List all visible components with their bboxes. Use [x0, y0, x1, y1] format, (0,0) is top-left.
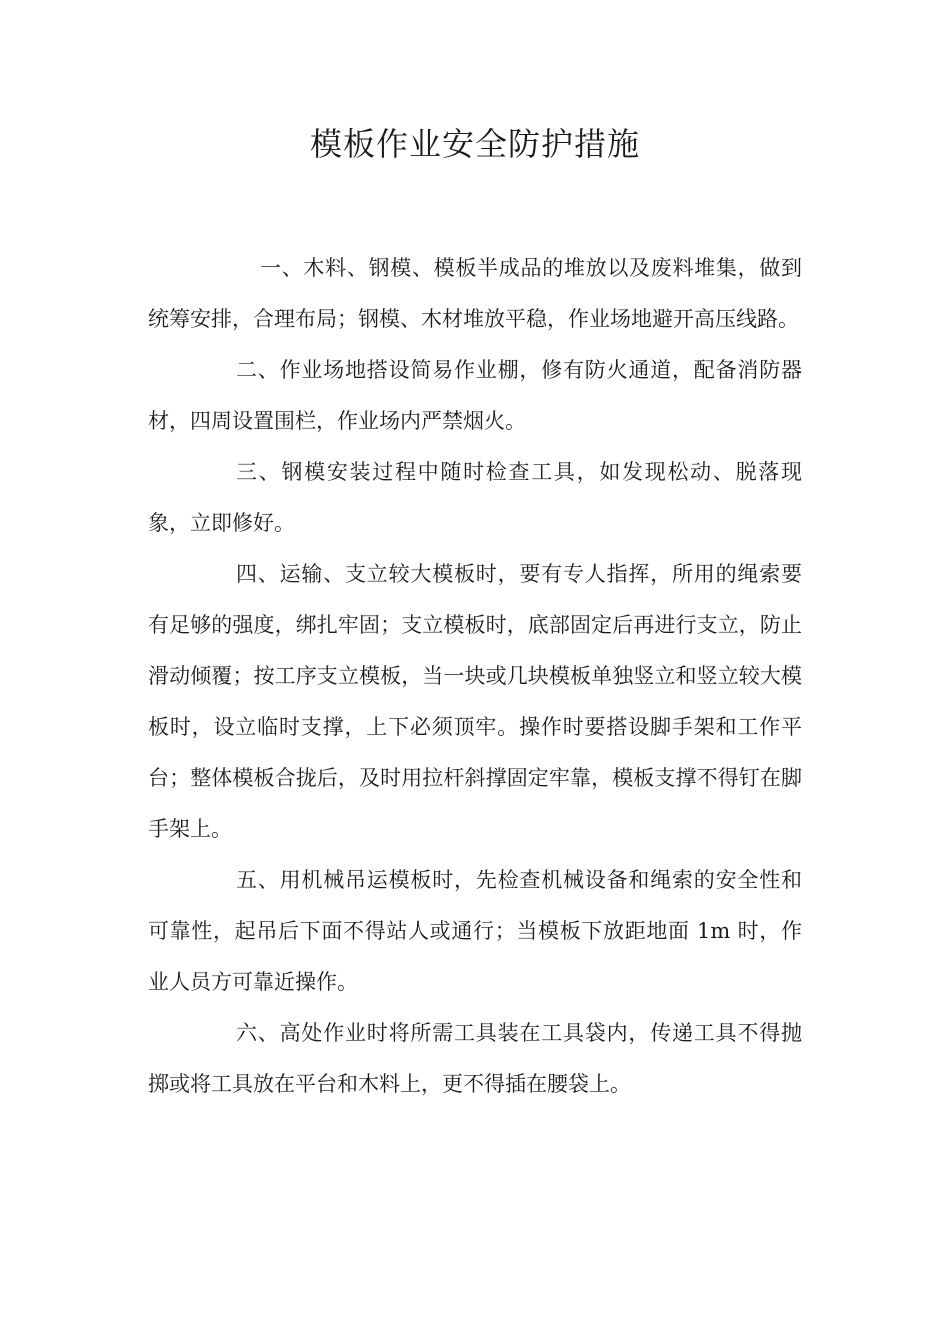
paragraph-5: 五、用机械吊运模板时，先检查机械设备和绳索的安全性和可靠性，起吊后下面不得站人或通行；当模板下放距地面 1m 时，作业人员方可靠近操作。 — [148, 868, 802, 994]
paragraph-1: 一、木料、钢模、模板半成品的堆放以及废料堆集，做到统筹安排，合理布局；钢模、木材堆放平稳，作业场地避开高压线路。 — [148, 256, 802, 331]
document-title: 模板作业安全防护措施 — [309, 125, 640, 163]
paragraph-6: 六、高处作业时将所需工具装在工具袋内，传递工具不得抛掷或将工具放在平台和木料上，更不得插在腰袋上。 — [148, 1021, 802, 1096]
document-body — [148, 243, 802, 1110]
paragraph-4: 四、运输、支立较大模板时，要有专人指挥，所用的绳索要有足够的强度，绑扎牢固；支立模板时，底部固定后再进行支立，防止滑动倾覆；按工序支立模板，当一块或几块模板单独竖立和竖立较大模板时，设立临时支撑，上下必须顶牢。操作时要搭设脚手架和工作平台；整体模板合拢后，及时用拉杆斜撑固定牢靠，模板支撑不得钉在脚手架上。 — [148, 562, 802, 841]
paragraph-3: 三、钢模安装过程中随时检查工具，如发现松动、脱落现象，立即修好。 — [148, 460, 802, 535]
paragraph-2: 二、作业场地搭设简易作业棚，修有防火通道，配备消防器材，四周设置围栏，作业场内严禁烟火。 — [148, 358, 802, 433]
